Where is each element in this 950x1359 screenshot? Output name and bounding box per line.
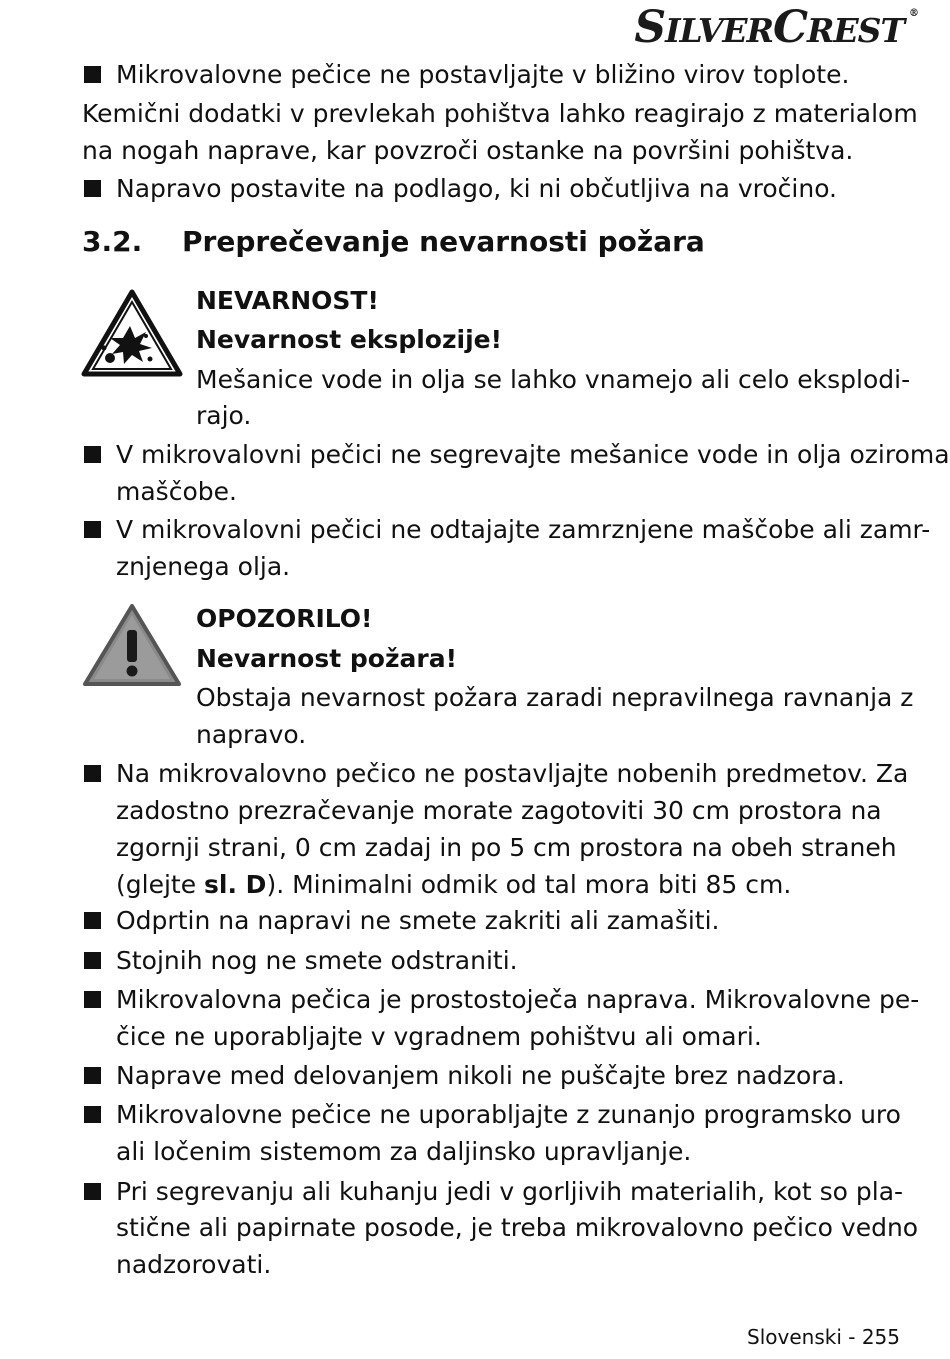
list-item-1-line-2: zadostno prezračevanje morate zagotoviti 30 cm prostora na — [116, 796, 882, 825]
bullet-square — [84, 66, 101, 83]
danger-item-1-line-2: maščobe. — [116, 477, 237, 506]
danger-label: NEVARNOST! — [196, 286, 379, 315]
intro-bullet-1: Mikrovalovne pečice ne postavljajte v bližino virov toplote. — [116, 60, 850, 89]
danger-item-1-line-1: V mikrovalovni pečici ne segrevajte mešanice vode in olja oziroma — [116, 440, 950, 469]
brand-logo — [634, 2, 918, 53]
list-item-7-line-1: Pri segrevanju ali kuhanju jedi v gorljivih materialih, kot so pla- — [116, 1177, 904, 1206]
bullet-square — [84, 521, 101, 538]
list-item-6-line-2: ali ločenim sistemom za daljinsko upravljanje. — [116, 1137, 692, 1166]
danger-subtitle: Nevarnost eksplozije! — [196, 325, 503, 354]
figure-reference: sl. D — [204, 870, 267, 899]
warning-subtitle: Nevarnost požara! — [196, 644, 457, 673]
list-item-5: Naprave med delovanjem nikoli ne puščajte brez nadzora. — [116, 1061, 845, 1090]
list-item-1-line-3: zgornji strani, 0 cm zadaj in po 5 cm prostora na obeh straneh — [116, 833, 897, 862]
bullet-square — [84, 446, 101, 463]
explosion-warning-icon — [80, 288, 184, 378]
section-number: 3.2. — [82, 225, 143, 258]
bullet-square — [84, 1067, 101, 1084]
logo-part2-initial: C — [773, 2, 808, 53]
danger-item-2-line-1: V mikrovalovni pečici ne odtajajte zamrznjene maščobe ali zamr- — [116, 515, 931, 544]
list-item-4-line-1: Mikrovalovna pečica je prostostoječa naprava. Mikrovalovne pe- — [116, 985, 920, 1014]
list-item-7-line-3: nadzorovati. — [116, 1250, 272, 1279]
list-item-3: Stojnih nog ne smete odstraniti. — [116, 946, 518, 975]
page-footer: Slovenski - 255 — [747, 1325, 900, 1349]
list-item-1-line-4-pre: (glejte — [116, 870, 205, 899]
list-item-7-line-2: stične ali papirnate posode, je treba mikrovalovno pečico vedno — [116, 1213, 919, 1242]
logo-part1-initial: S — [634, 2, 666, 53]
list-item-1-line-4-post: ). Minimalni odmik od tal mora biti 85 cm. — [266, 870, 792, 899]
bullet-square — [84, 1106, 101, 1123]
logo-part1-rest: ILVER — [665, 11, 773, 50]
bullet-square — [84, 180, 101, 197]
warning-text-line-1: Obstaja nevarnost požara zaradi nepravilnega ravnanja z — [196, 683, 914, 712]
warning-text-line-2: napravo. — [196, 720, 307, 749]
danger-item-2-line-2: znjenega olja. — [116, 552, 291, 581]
registered-mark: ® — [909, 8, 918, 19]
bullet-square — [84, 1183, 101, 1200]
warning-label: OPOZORILO! — [196, 604, 373, 633]
bullet-square — [84, 765, 101, 782]
list-item-4-line-2: čice ne uporabljajte v vgradnem pohištvu ali omari. — [116, 1022, 762, 1051]
bullet-square — [84, 952, 101, 969]
bullet-square — [84, 912, 101, 929]
danger-text-line-2: rajo. — [196, 401, 252, 430]
danger-text-line-1: Mešanice vode in olja se lahko vnamejo ali celo eksplodi- — [196, 365, 911, 394]
general-warning-icon — [80, 600, 184, 688]
list-item-1-line-1: Na mikrovalovno pečico ne postavljajte nobenih predmetov. Za — [116, 759, 909, 788]
section-title: Preprečevanje nevarnosti požara — [182, 225, 705, 258]
bullet-square — [84, 991, 101, 1008]
list-item-1-line-4 — [116, 866, 791, 903]
list-item-6-line-1: Mikrovalovne pečice ne uporabljajte z zunanjo programsko uro — [116, 1100, 901, 1129]
intro-paragraph-line-2: na nogah naprave, kar povzroči ostanke na površini pohištva. — [82, 136, 854, 165]
logo-part2-rest: REST — [807, 11, 904, 50]
intro-bullet-2: Napravo postavite na podlago, ki ni občutljiva na vročino. — [116, 174, 838, 203]
list-item-2: Odprtin na napravi ne smete zakriti ali zamašiti. — [116, 906, 720, 935]
intro-paragraph-line-1: Kemični dodatki v prevlekah pohištva lahko reagirajo z materialom — [82, 99, 918, 128]
